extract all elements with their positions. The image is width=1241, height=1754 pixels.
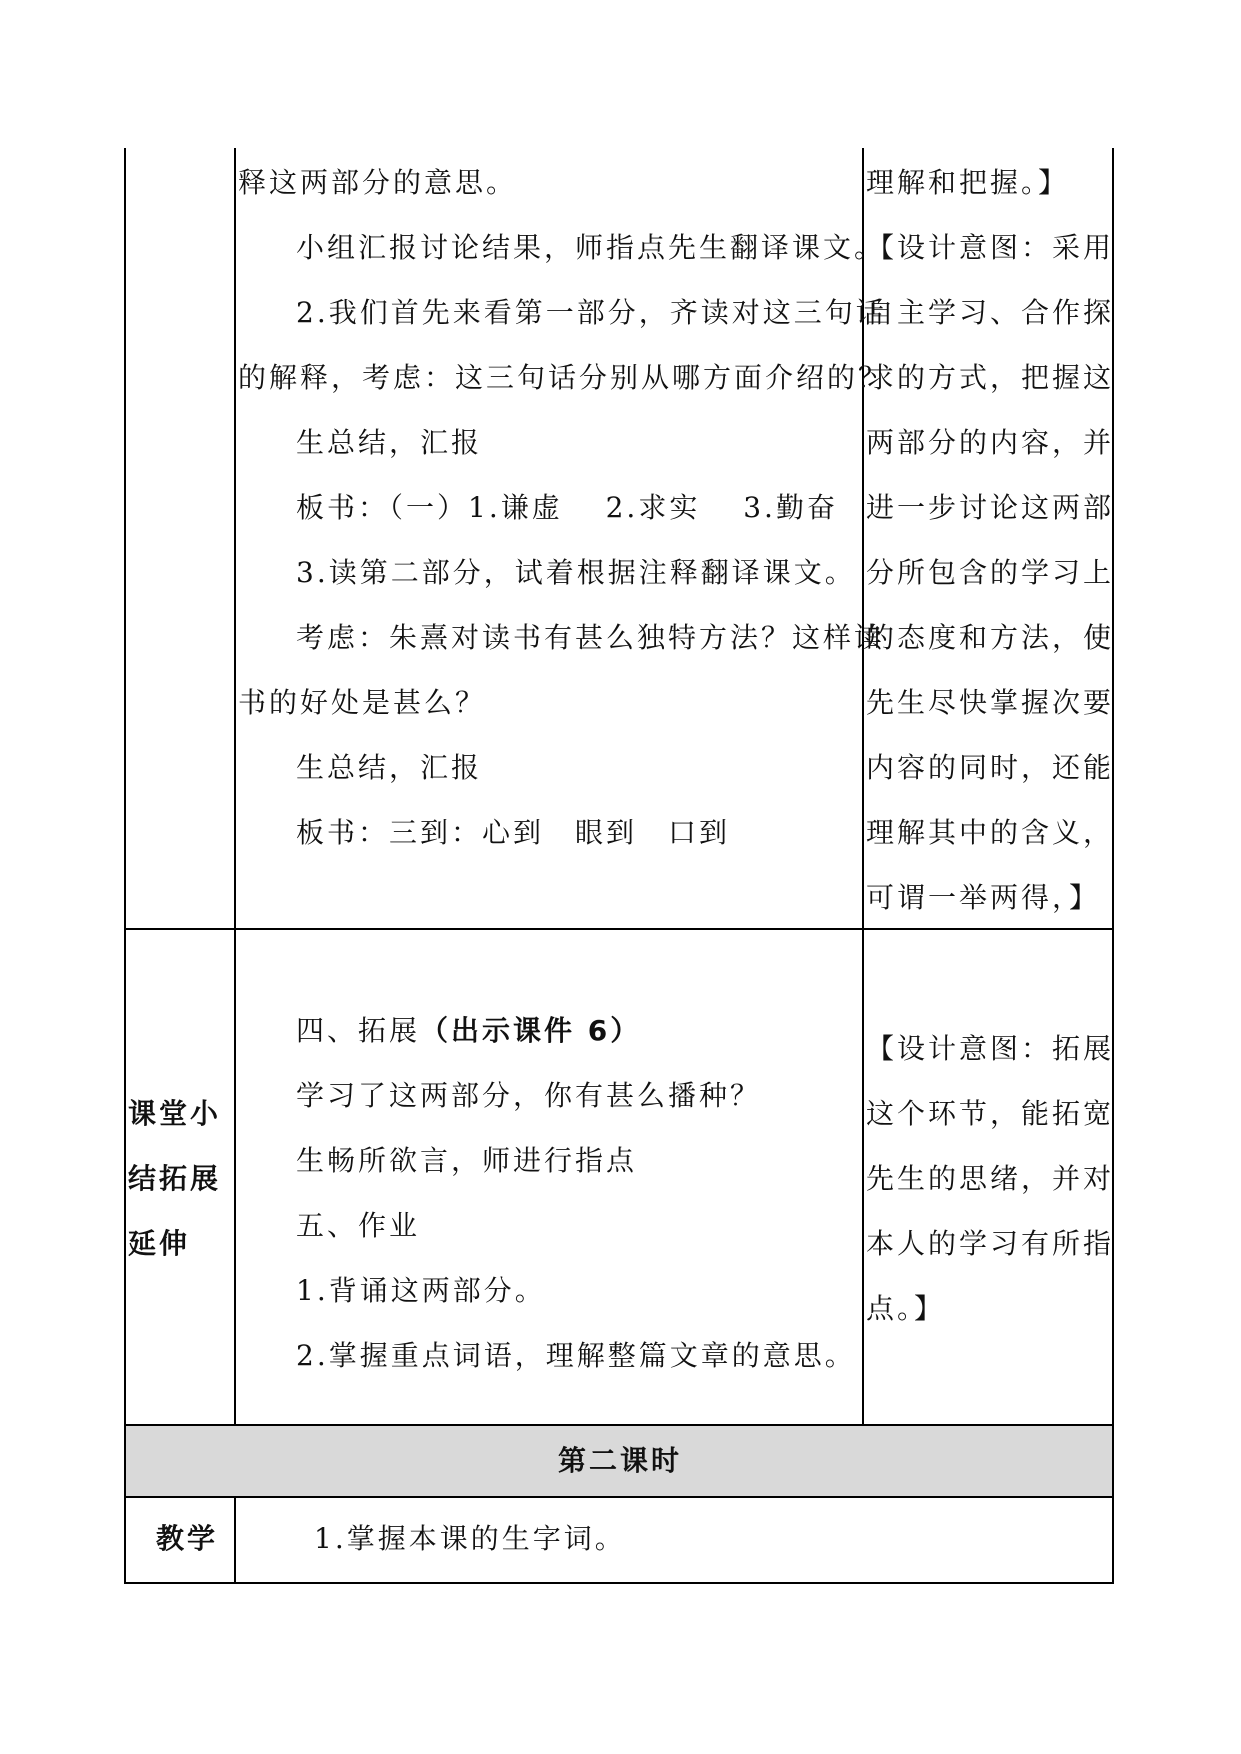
teaching-label: 教学 [156,1522,219,1555]
design-line: 本人的学习有所指 [866,1227,1115,1260]
design-line: 先生尽快掌握次要 [866,686,1115,719]
summary-line: 学习了这两部分，你有甚么播种？ [296,1079,762,1112]
table-divider-design-col [862,148,864,1425]
summary-line: 1.背诵这两部分。 [296,1274,546,1307]
process-line: 生总结，汇报 [296,751,483,784]
table-divider-label-col-bottom [234,1497,236,1584]
table-bottom-border [124,1582,1114,1584]
design-line: 理解和把握。】 [866,166,1070,199]
design-line: 【设计意图：拓展 [866,1032,1115,1065]
design-line: 进一步讨论这两部 [866,491,1115,524]
table-row-border-3 [124,1496,1114,1498]
design-line: 点。】 [866,1292,946,1325]
process-line: 考虑：朱熹对读书有甚么独特方法？这样读 [296,621,886,654]
design-line: 【设计意图：采用 [866,231,1115,264]
design-line: 分所包含的学习上 [866,556,1115,589]
table-row-border-1 [124,928,1114,930]
summary-label-line: 结拓展 [128,1162,222,1195]
table-row-border-2 [124,1424,1114,1426]
process-line: 小组汇报讨论结果，师指点先生翻译课文。 [296,231,886,264]
design-line: 求的方式，把握这 [866,361,1115,394]
design-line: 理解其中的含义， [866,816,1115,849]
process-line: 板书：三到：心到 眼到 口到 [296,816,731,849]
summary-line-extension [296,1011,641,1051]
design-line: 内容的同时，还能 [866,751,1115,784]
design-line: 自主学习、合作探 [866,296,1115,329]
summary-label-line: 课堂小 [128,1097,222,1130]
design-line: 的态度和方法，使 [866,621,1115,654]
table-border-left [124,148,126,1584]
design-line: 可谓一举两得，】 [866,881,1101,914]
process-line: 书的好处是甚么？ [238,686,487,719]
second-period-header: 第二课时 [557,1444,682,1477]
extension-heading: 四、拓展 [296,1014,421,1047]
design-line: 先生的思绪，并对 [866,1162,1115,1195]
summary-line: 生畅所欲言，师进行指点 [296,1144,638,1177]
process-line: 释这两部分的意思。 [238,166,518,199]
summary-line: 五、作业 [296,1209,421,1242]
summary-label-line: 延伸 [128,1227,191,1260]
courseware-ref: （出示课件 6） [420,1014,642,1047]
table-divider-label-col [234,148,236,1425]
process-line: 板书：（一）1.谦虚 2.求实 3.勤奋 [296,491,838,524]
process-line: 2.我们首先来看第一部分，齐读对这三句话 [296,296,887,329]
summary-line: 2.掌握重点词语，理解整篇文章的意思。 [296,1339,856,1372]
process-line: 3.读第二部分，试着根据注释翻译课文。 [296,556,856,589]
process-line: 的解释，考虑：这三句话分别从哪方面介绍的？ [238,361,890,394]
design-line: 这个环节，能拓宽 [866,1097,1115,1130]
process-line: 生总结，汇报 [296,426,483,459]
design-line: 两部分的内容，并 [866,426,1115,459]
teaching-objective-line: 1.掌握本课的生字词。 [314,1522,626,1555]
